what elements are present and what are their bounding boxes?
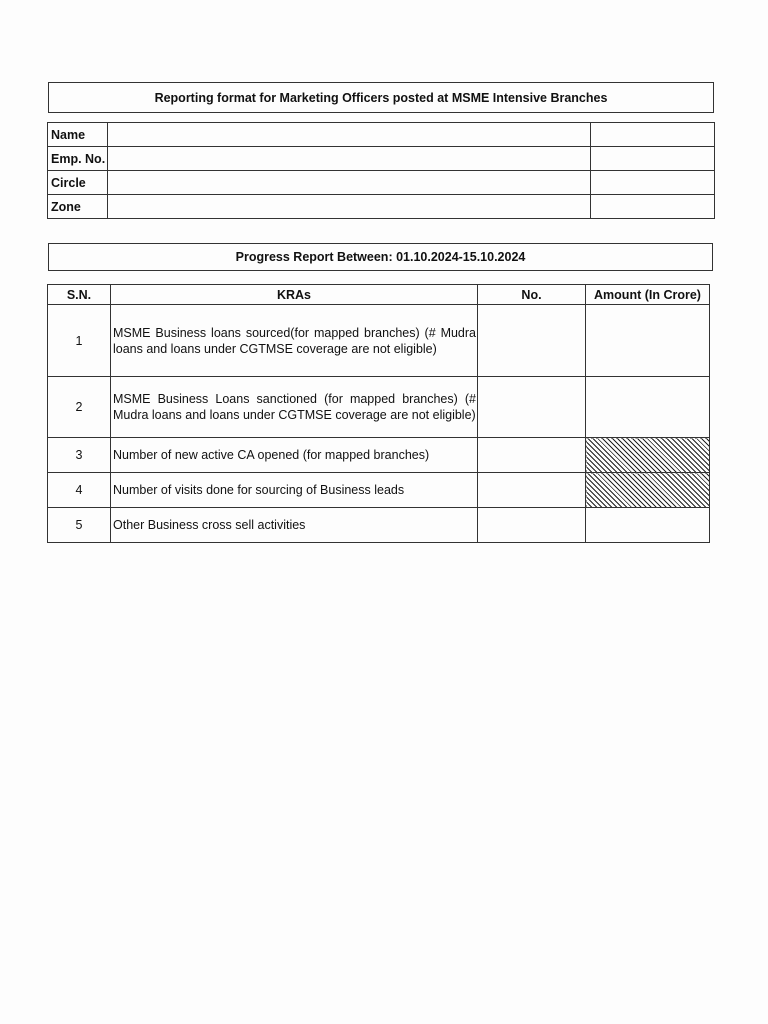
kra-row-amount-cell-hatched	[586, 473, 710, 508]
info-extra-zone[interactable]	[591, 195, 715, 219]
kra-row-amount-cell[interactable]	[586, 377, 710, 438]
info-label-emp-no: Emp. No.	[48, 147, 108, 171]
info-row-emp-no	[48, 147, 715, 171]
kra-row	[48, 473, 710, 508]
kra-row-description: MSME Business Loans sanctioned (for mapped branches) (# Mudra loans and loans under CGTMSE coverage are not eligible)	[111, 377, 478, 438]
kra-row-sn: 5	[48, 508, 111, 543]
kra-table	[47, 284, 710, 543]
report-title-text: Reporting format for Marketing Officers posted at MSME Intensive Branches	[154, 90, 608, 105]
kra-row	[48, 305, 710, 377]
kra-row-amount-cell[interactable]	[586, 305, 710, 377]
kra-row-no-cell[interactable]	[478, 305, 586, 377]
column-header-kra: KRAs	[111, 285, 478, 305]
kra-row-no-cell[interactable]	[478, 438, 586, 473]
info-row-circle	[48, 171, 715, 195]
info-value-emp-no[interactable]	[108, 147, 591, 171]
employee-info-table	[47, 122, 715, 219]
info-value-name[interactable]	[108, 123, 591, 147]
info-extra-name[interactable]	[591, 123, 715, 147]
info-row-zone	[48, 195, 715, 219]
report-title	[48, 82, 714, 113]
kra-row-sn: 1	[48, 305, 111, 377]
column-header-sn: S.N.	[48, 285, 111, 305]
progress-period-title	[48, 243, 713, 271]
kra-row	[48, 438, 710, 473]
kra-row-amount-cell[interactable]	[586, 508, 710, 543]
info-label-zone: Zone	[48, 195, 108, 219]
kra-row-no-cell[interactable]	[478, 473, 586, 508]
column-header-no: No.	[478, 285, 586, 305]
info-value-zone[interactable]	[108, 195, 591, 219]
info-label-circle: Circle	[48, 171, 108, 195]
info-label-name: Name	[48, 123, 108, 147]
info-extra-emp-no[interactable]	[591, 147, 715, 171]
kra-row-sn: 2	[48, 377, 111, 438]
kra-row-no-cell[interactable]	[478, 508, 586, 543]
kra-row-no-cell[interactable]	[478, 377, 586, 438]
kra-row	[48, 508, 710, 543]
kra-row-sn: 3	[48, 438, 111, 473]
kra-row-description: Other Business cross sell activities	[111, 508, 478, 543]
info-value-circle[interactable]	[108, 171, 591, 195]
kra-row-description: Number of visits done for sourcing of Business leads	[111, 473, 478, 508]
kra-row-amount-cell-hatched	[586, 438, 710, 473]
kra-row-description: Number of new active CA opened (for mapped branches)	[111, 438, 478, 473]
kra-row	[48, 377, 710, 438]
kra-header-row	[48, 285, 710, 305]
column-header-amount: Amount (In Crore)	[586, 285, 710, 305]
kra-row-sn: 4	[48, 473, 111, 508]
progress-period-text: Progress Report Between: 01.10.2024-15.10.2024	[235, 250, 526, 264]
kra-row-description: MSME Business loans sourced(for mapped branches) (# Mudra loans and loans under CGTMSE coverage are not eligible)	[111, 305, 478, 377]
info-row-name	[48, 123, 715, 147]
info-extra-circle[interactable]	[591, 171, 715, 195]
